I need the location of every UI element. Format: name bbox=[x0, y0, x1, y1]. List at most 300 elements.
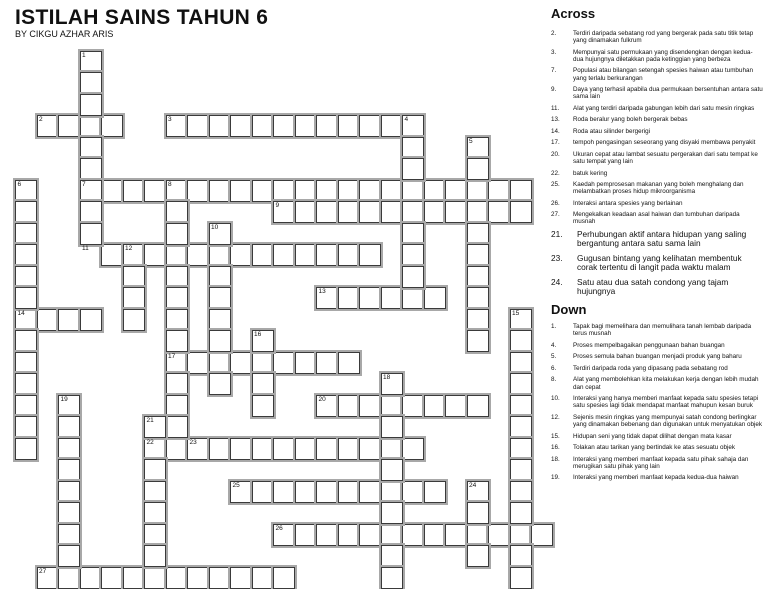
across-clue bbox=[551, 211, 763, 225]
clue-number-label: 20 bbox=[318, 395, 326, 403]
grid-cell[interactable] bbox=[359, 395, 381, 417]
grid-cell[interactable] bbox=[166, 309, 188, 331]
grid-cell[interactable] bbox=[295, 481, 317, 503]
grid-cell[interactable] bbox=[187, 352, 209, 374]
grid-cell[interactable] bbox=[252, 352, 274, 374]
grid-cell[interactable] bbox=[209, 330, 231, 352]
grid-cell[interactable] bbox=[338, 287, 360, 309]
grid-cell[interactable] bbox=[381, 567, 403, 589]
grid-cell[interactable] bbox=[467, 545, 489, 567]
grid-cell[interactable] bbox=[467, 481, 489, 503]
grid-cell[interactable] bbox=[166, 201, 188, 223]
grid-cell[interactable] bbox=[510, 438, 532, 460]
grid-cell[interactable] bbox=[359, 438, 381, 460]
grid-cell[interactable] bbox=[80, 72, 102, 94]
clue-number: 25. bbox=[551, 181, 560, 189]
clue-number: 8. bbox=[551, 376, 557, 384]
clue-text: Mengekalkan keadaan asal haiwan dan tumbuhan daripada musnah bbox=[573, 211, 740, 226]
grid-cell[interactable] bbox=[467, 524, 489, 546]
grid-cell[interactable] bbox=[15, 416, 37, 438]
clue-number-label: 17 bbox=[168, 352, 176, 360]
grid-cell[interactable] bbox=[402, 201, 424, 223]
grid-cell[interactable] bbox=[273, 567, 295, 589]
clue-number: 20. bbox=[551, 150, 560, 158]
grid-cell[interactable] bbox=[123, 287, 145, 309]
clue-text: Roda beralur yang boleh bergerak bebas bbox=[573, 116, 688, 124]
grid-cell[interactable] bbox=[488, 524, 510, 546]
grid-cell[interactable] bbox=[15, 244, 37, 266]
grid-cell[interactable] bbox=[359, 524, 381, 546]
grid-cell[interactable] bbox=[488, 201, 510, 223]
grid-cell[interactable] bbox=[510, 330, 532, 352]
grid-cell[interactable] bbox=[273, 244, 295, 266]
grid-cell[interactable] bbox=[58, 524, 80, 546]
grid-cell[interactable] bbox=[209, 438, 231, 460]
grid-cell[interactable] bbox=[37, 567, 59, 589]
grid-cell[interactable] bbox=[15, 309, 37, 331]
grid-cell[interactable] bbox=[144, 545, 166, 567]
clue-number-label: 27 bbox=[39, 567, 47, 575]
grid-cell[interactable] bbox=[209, 287, 231, 309]
grid-cell[interactable] bbox=[15, 330, 37, 352]
grid-cell[interactable] bbox=[316, 201, 338, 223]
grid-cell[interactable] bbox=[166, 180, 188, 202]
grid-cell[interactable] bbox=[252, 438, 274, 460]
grid-cell[interactable] bbox=[15, 438, 37, 460]
grid-cell[interactable] bbox=[230, 438, 252, 460]
grid-cell[interactable] bbox=[467, 502, 489, 524]
grid-cell[interactable] bbox=[316, 352, 338, 374]
clue-text: Proses semula bahan buangan menjadi produk yang baharu bbox=[573, 353, 742, 361]
grid-cell[interactable] bbox=[381, 502, 403, 524]
grid-cell[interactable] bbox=[424, 481, 446, 503]
clue-number-label: 25 bbox=[232, 481, 240, 489]
across-heading: Across bbox=[551, 6, 596, 21]
grid-cell[interactable] bbox=[166, 416, 188, 438]
grid-cell[interactable] bbox=[58, 459, 80, 481]
grid-cell[interactable] bbox=[467, 330, 489, 352]
grid-cell[interactable] bbox=[424, 201, 446, 223]
grid-cell[interactable] bbox=[166, 352, 188, 374]
grid-cell[interactable] bbox=[402, 438, 424, 460]
grid-cell[interactable] bbox=[402, 287, 424, 309]
grid-cell[interactable] bbox=[230, 481, 252, 503]
clue-number: 1. bbox=[551, 323, 557, 331]
grid-cell[interactable] bbox=[424, 524, 446, 546]
grid-cell[interactable] bbox=[510, 524, 532, 546]
across-clue bbox=[551, 230, 763, 249]
clue-number: 23. bbox=[551, 253, 563, 264]
grid-cell[interactable] bbox=[402, 524, 424, 546]
grid-cell[interactable] bbox=[273, 352, 295, 374]
grid-cell[interactable] bbox=[338, 395, 360, 417]
grid-cell[interactable] bbox=[381, 180, 403, 202]
clue-number-label: 26 bbox=[275, 524, 283, 532]
clue-number: 6. bbox=[551, 364, 557, 372]
grid-cell[interactable] bbox=[15, 223, 37, 245]
grid-cell[interactable] bbox=[424, 180, 446, 202]
grid-cell[interactable] bbox=[510, 201, 532, 223]
clue-number-label: 7 bbox=[82, 180, 86, 188]
grid-cell[interactable] bbox=[381, 545, 403, 567]
grid-cell[interactable] bbox=[252, 115, 274, 137]
grid-cell[interactable] bbox=[381, 481, 403, 503]
grid-cell[interactable] bbox=[101, 115, 123, 137]
grid-cell[interactable] bbox=[166, 266, 188, 288]
grid-cell[interactable] bbox=[209, 266, 231, 288]
grid-cell[interactable] bbox=[381, 287, 403, 309]
grid-cell[interactable] bbox=[80, 223, 102, 245]
grid-cell[interactable] bbox=[359, 244, 381, 266]
across-clue bbox=[551, 49, 763, 63]
grid-cell[interactable] bbox=[510, 481, 532, 503]
grid-cell[interactable] bbox=[295, 180, 317, 202]
grid-cell[interactable] bbox=[424, 395, 446, 417]
clue-text: Tolakan atau tarikan yang bertindak ke atas sesuatu objek bbox=[573, 444, 736, 452]
grid-cell[interactable] bbox=[166, 244, 188, 266]
grid-cell[interactable] bbox=[166, 223, 188, 245]
clue-number: 27. bbox=[551, 211, 560, 219]
clue-number-label: 24 bbox=[469, 481, 477, 489]
clue-number: 24. bbox=[551, 277, 563, 288]
clue-number: 14. bbox=[551, 127, 560, 135]
grid-cell[interactable] bbox=[467, 137, 489, 159]
grid-cell[interactable] bbox=[252, 373, 274, 395]
grid-cell[interactable] bbox=[295, 524, 317, 546]
grid-cell[interactable] bbox=[252, 481, 274, 503]
grid-cell[interactable] bbox=[467, 180, 489, 202]
clue-number: 12. bbox=[551, 413, 560, 421]
grid-cell[interactable] bbox=[316, 244, 338, 266]
grid-cell[interactable] bbox=[123, 180, 145, 202]
grid-cell[interactable] bbox=[80, 115, 102, 137]
clue-number: 13. bbox=[551, 116, 560, 124]
clue-number: 19. bbox=[551, 474, 560, 482]
grid-cell[interactable] bbox=[15, 287, 37, 309]
grid-cell[interactable] bbox=[58, 115, 80, 137]
grid-cell[interactable] bbox=[209, 352, 231, 374]
grid-cell[interactable] bbox=[273, 115, 295, 137]
grid-cell[interactable] bbox=[123, 244, 145, 266]
grid-cell[interactable] bbox=[209, 115, 231, 137]
grid-cell[interactable] bbox=[166, 567, 188, 589]
grid-cell[interactable] bbox=[316, 287, 338, 309]
grid-cell[interactable] bbox=[187, 244, 209, 266]
down-clue bbox=[551, 376, 763, 390]
grid-cell[interactable] bbox=[295, 352, 317, 374]
grid-cell[interactable] bbox=[166, 287, 188, 309]
grid-cell[interactable] bbox=[187, 567, 209, 589]
grid-cell[interactable] bbox=[37, 115, 59, 137]
grid-cell[interactable] bbox=[209, 223, 231, 245]
clue-text: Satu atau dua satah condong yang tajam hujungnya bbox=[577, 277, 729, 297]
grid-cell[interactable] bbox=[101, 567, 123, 589]
grid-cell[interactable] bbox=[144, 524, 166, 546]
grid-cell[interactable] bbox=[15, 373, 37, 395]
grid-cell[interactable] bbox=[273, 524, 295, 546]
grid-cell[interactable] bbox=[424, 287, 446, 309]
clue-number-label: 15 bbox=[512, 309, 520, 317]
grid-cell[interactable] bbox=[338, 244, 360, 266]
grid-cell[interactable] bbox=[101, 244, 123, 266]
grid-cell[interactable] bbox=[488, 180, 510, 202]
grid-cell[interactable] bbox=[295, 201, 317, 223]
across-clue bbox=[551, 278, 763, 297]
grid-cell[interactable] bbox=[273, 180, 295, 202]
clue-number: 3. bbox=[551, 48, 557, 56]
across-clue bbox=[551, 67, 763, 81]
grid-cell[interactable] bbox=[338, 524, 360, 546]
grid-cell[interactable] bbox=[80, 309, 102, 331]
down-clue bbox=[551, 433, 763, 440]
grid-cell[interactable] bbox=[467, 158, 489, 180]
grid-cell[interactable] bbox=[381, 416, 403, 438]
grid-cell[interactable] bbox=[273, 481, 295, 503]
grid-cell[interactable] bbox=[316, 524, 338, 546]
grid-cell[interactable] bbox=[252, 567, 274, 589]
grid-cell[interactable] bbox=[123, 309, 145, 331]
grid-cell[interactable] bbox=[402, 180, 424, 202]
across-clue bbox=[551, 200, 763, 207]
grid-cell[interactable] bbox=[467, 266, 489, 288]
grid-cell[interactable] bbox=[445, 201, 467, 223]
grid-cell[interactable] bbox=[510, 545, 532, 567]
grid-cell[interactable] bbox=[467, 223, 489, 245]
clue-number: 11. bbox=[551, 104, 560, 112]
grid-cell[interactable] bbox=[37, 309, 59, 331]
down-clue bbox=[551, 342, 763, 349]
grid-cell[interactable] bbox=[359, 201, 381, 223]
across-clue bbox=[551, 139, 763, 146]
clue-number: 16. bbox=[551, 444, 560, 452]
grid-cell[interactable] bbox=[230, 244, 252, 266]
grid-cell[interactable] bbox=[402, 158, 424, 180]
grid-cell[interactable] bbox=[338, 180, 360, 202]
grid-cell[interactable] bbox=[316, 438, 338, 460]
grid-cell[interactable] bbox=[144, 438, 166, 460]
grid-cell[interactable] bbox=[15, 201, 37, 223]
grid-cell[interactable] bbox=[338, 201, 360, 223]
grid-cell[interactable] bbox=[338, 352, 360, 374]
grid-cell[interactable] bbox=[359, 115, 381, 137]
grid-cell[interactable] bbox=[209, 180, 231, 202]
down-heading: Down bbox=[551, 302, 587, 318]
grid-cell[interactable] bbox=[80, 94, 102, 116]
grid-cell[interactable] bbox=[402, 223, 424, 245]
grid-cell[interactable] bbox=[381, 459, 403, 481]
grid-cell[interactable] bbox=[15, 180, 37, 202]
grid-cell[interactable] bbox=[80, 180, 102, 202]
grid-cell[interactable] bbox=[338, 438, 360, 460]
grid-cell[interactable] bbox=[166, 330, 188, 352]
grid-cell[interactable] bbox=[209, 567, 231, 589]
grid-cell[interactable] bbox=[359, 481, 381, 503]
grid-cell[interactable] bbox=[510, 373, 532, 395]
clue-number-label: 14 bbox=[17, 309, 25, 317]
across-clue bbox=[551, 151, 763, 165]
across-clue bbox=[551, 86, 763, 100]
clue-text: Perhubungan aktif antara hidupan yang saling bergantung antara satu sama lain bbox=[577, 228, 747, 249]
clue-number-label: 9 bbox=[275, 202, 280, 209]
across-clue bbox=[551, 128, 763, 135]
grid-cell[interactable] bbox=[144, 416, 166, 438]
grid-cell[interactable] bbox=[101, 180, 123, 202]
grid-cell[interactable] bbox=[58, 545, 80, 567]
grid-cell[interactable] bbox=[445, 524, 467, 546]
grid-cell[interactable] bbox=[381, 438, 403, 460]
clue-number: 18. bbox=[551, 455, 560, 463]
across-clue bbox=[551, 116, 763, 123]
grid-cell[interactable] bbox=[295, 438, 317, 460]
clue-text: Terdiri daripada roda yang dipasang pada sebatang rod bbox=[573, 364, 728, 372]
clue-number-label: 16 bbox=[254, 331, 262, 338]
grid-cell[interactable] bbox=[316, 115, 338, 137]
grid-cell[interactable] bbox=[445, 180, 467, 202]
grid-cell[interactable] bbox=[80, 137, 102, 159]
grid-cell[interactable] bbox=[338, 115, 360, 137]
clue-text: Mempunyai satu permukaan yang disendengkan dengan kedua-dua hujungnya diletakkan pada ketinggian yang berbeza bbox=[573, 48, 753, 63]
grid-cell[interactable] bbox=[58, 395, 80, 417]
grid-cell[interactable] bbox=[467, 201, 489, 223]
grid-cell[interactable] bbox=[402, 244, 424, 266]
grid-cell[interactable] bbox=[510, 416, 532, 438]
grid-cell[interactable] bbox=[144, 481, 166, 503]
grid-cell[interactable] bbox=[252, 244, 274, 266]
grid-cell[interactable] bbox=[295, 115, 317, 137]
grid-cell[interactable] bbox=[510, 180, 532, 202]
grid-cell[interactable] bbox=[144, 244, 166, 266]
grid-cell[interactable] bbox=[467, 395, 489, 417]
grid-cell[interactable] bbox=[15, 395, 37, 417]
down-clue bbox=[551, 323, 763, 337]
grid-cell[interactable] bbox=[144, 459, 166, 481]
grid-cell[interactable] bbox=[58, 502, 80, 524]
grid-cell[interactable] bbox=[230, 115, 252, 137]
grid-cell[interactable] bbox=[338, 481, 360, 503]
grid-cell[interactable] bbox=[273, 438, 295, 460]
grid-cell[interactable] bbox=[381, 115, 403, 137]
grid-cell[interactable] bbox=[80, 158, 102, 180]
grid-cell[interactable] bbox=[209, 373, 231, 395]
grid-cell[interactable] bbox=[402, 266, 424, 288]
clue-number: 22. bbox=[551, 169, 560, 177]
clue-number: 15. bbox=[551, 432, 560, 440]
clue-text: Interaksi yang hanya memberi manfaat kepada satu spesies tetapi satu spesies lagi tidak mendapat manfaat mahupun kesan buruk bbox=[573, 395, 759, 410]
grid-cell[interactable] bbox=[381, 395, 403, 417]
grid-cell[interactable] bbox=[273, 201, 295, 223]
grid-cell[interactable] bbox=[230, 352, 252, 374]
grid-cell[interactable] bbox=[510, 502, 532, 524]
clue-number: 5. bbox=[551, 353, 557, 361]
grid-cell[interactable] bbox=[467, 244, 489, 266]
grid-cell[interactable] bbox=[510, 352, 532, 374]
grid-cell[interactable] bbox=[187, 180, 209, 202]
grid-cell[interactable] bbox=[531, 524, 553, 546]
clue-number-label: 10 bbox=[211, 223, 219, 231]
clue-number-label: 5 bbox=[469, 137, 473, 145]
grid-cell[interactable] bbox=[316, 180, 338, 202]
clue-number: 26. bbox=[551, 199, 560, 207]
grid-cell[interactable] bbox=[58, 438, 80, 460]
grid-cell[interactable] bbox=[15, 266, 37, 288]
clue-text: Gugusan bintang yang kelihatan membentuk corak tertentu di langit pada waktu malam bbox=[577, 253, 742, 273]
grid-cell[interactable] bbox=[381, 373, 403, 395]
grid-cell[interactable] bbox=[467, 309, 489, 331]
grid-cell[interactable] bbox=[58, 309, 80, 331]
grid-cell[interactable] bbox=[510, 395, 532, 417]
grid-cell[interactable] bbox=[252, 395, 274, 417]
grid-cell[interactable] bbox=[381, 524, 403, 546]
down-clue bbox=[551, 444, 763, 451]
grid-cell[interactable] bbox=[510, 459, 532, 481]
grid-cell[interactable] bbox=[402, 137, 424, 159]
grid-cell[interactable] bbox=[80, 567, 102, 589]
grid-cell[interactable] bbox=[144, 502, 166, 524]
grid-cell[interactable] bbox=[252, 330, 274, 352]
grid-cell[interactable] bbox=[209, 244, 231, 266]
grid-cell[interactable] bbox=[359, 287, 381, 309]
clue-number-label: 22 bbox=[146, 438, 154, 446]
grid-cell[interactable] bbox=[402, 481, 424, 503]
grid-cell[interactable] bbox=[209, 309, 231, 331]
grid-cell[interactable] bbox=[445, 395, 467, 417]
grid-cell[interactable] bbox=[166, 395, 188, 417]
grid-cell[interactable] bbox=[510, 567, 532, 589]
clue-number: 10. bbox=[551, 395, 560, 403]
grid-cell[interactable] bbox=[80, 201, 102, 223]
clue-text: Interaksi antara spesies yang berlainan bbox=[573, 199, 683, 207]
grid-cell[interactable] bbox=[381, 201, 403, 223]
grid-cell[interactable] bbox=[230, 567, 252, 589]
down-clue bbox=[551, 456, 763, 470]
grid-cell[interactable] bbox=[295, 244, 317, 266]
clue-number: 21. bbox=[551, 228, 563, 239]
grid-cell[interactable] bbox=[359, 180, 381, 202]
grid-cell[interactable] bbox=[252, 180, 274, 202]
clue-number-label: 12 bbox=[125, 245, 133, 252]
grid-cell[interactable] bbox=[402, 395, 424, 417]
across-clue bbox=[551, 105, 763, 112]
grid-cell[interactable] bbox=[58, 416, 80, 438]
clue-panel bbox=[551, 6, 763, 486]
grid-cell[interactable] bbox=[80, 51, 102, 73]
grid-cell[interactable] bbox=[316, 395, 338, 417]
clue-number-label: 4 bbox=[404, 116, 409, 123]
clue-number-label: 19 bbox=[60, 395, 68, 403]
grid-cell[interactable] bbox=[123, 567, 145, 589]
clue-text: Interaksi yang memberi manfaat kepada kedua-dua haiwan bbox=[573, 474, 739, 482]
grid-cell[interactable] bbox=[166, 373, 188, 395]
grid-cell[interactable] bbox=[144, 180, 166, 202]
grid-cell[interactable] bbox=[467, 287, 489, 309]
grid-cell[interactable] bbox=[58, 481, 80, 503]
grid-cell[interactable] bbox=[187, 115, 209, 137]
grid-cell[interactable] bbox=[166, 438, 188, 460]
across-clue bbox=[551, 170, 763, 177]
grid-cell[interactable] bbox=[15, 352, 37, 374]
grid-cell[interactable] bbox=[510, 309, 532, 331]
clue-number-label: 18 bbox=[383, 374, 391, 381]
grid-cell[interactable] bbox=[166, 115, 188, 137]
grid-cell[interactable] bbox=[144, 567, 166, 589]
clue-number-label: 8 bbox=[168, 180, 172, 188]
grid-cell[interactable] bbox=[58, 567, 80, 589]
grid-cell[interactable] bbox=[123, 266, 145, 288]
grid-cell[interactable] bbox=[187, 438, 209, 460]
grid-cell[interactable] bbox=[402, 115, 424, 137]
grid-cell[interactable] bbox=[316, 481, 338, 503]
grid-cell[interactable] bbox=[230, 180, 252, 202]
